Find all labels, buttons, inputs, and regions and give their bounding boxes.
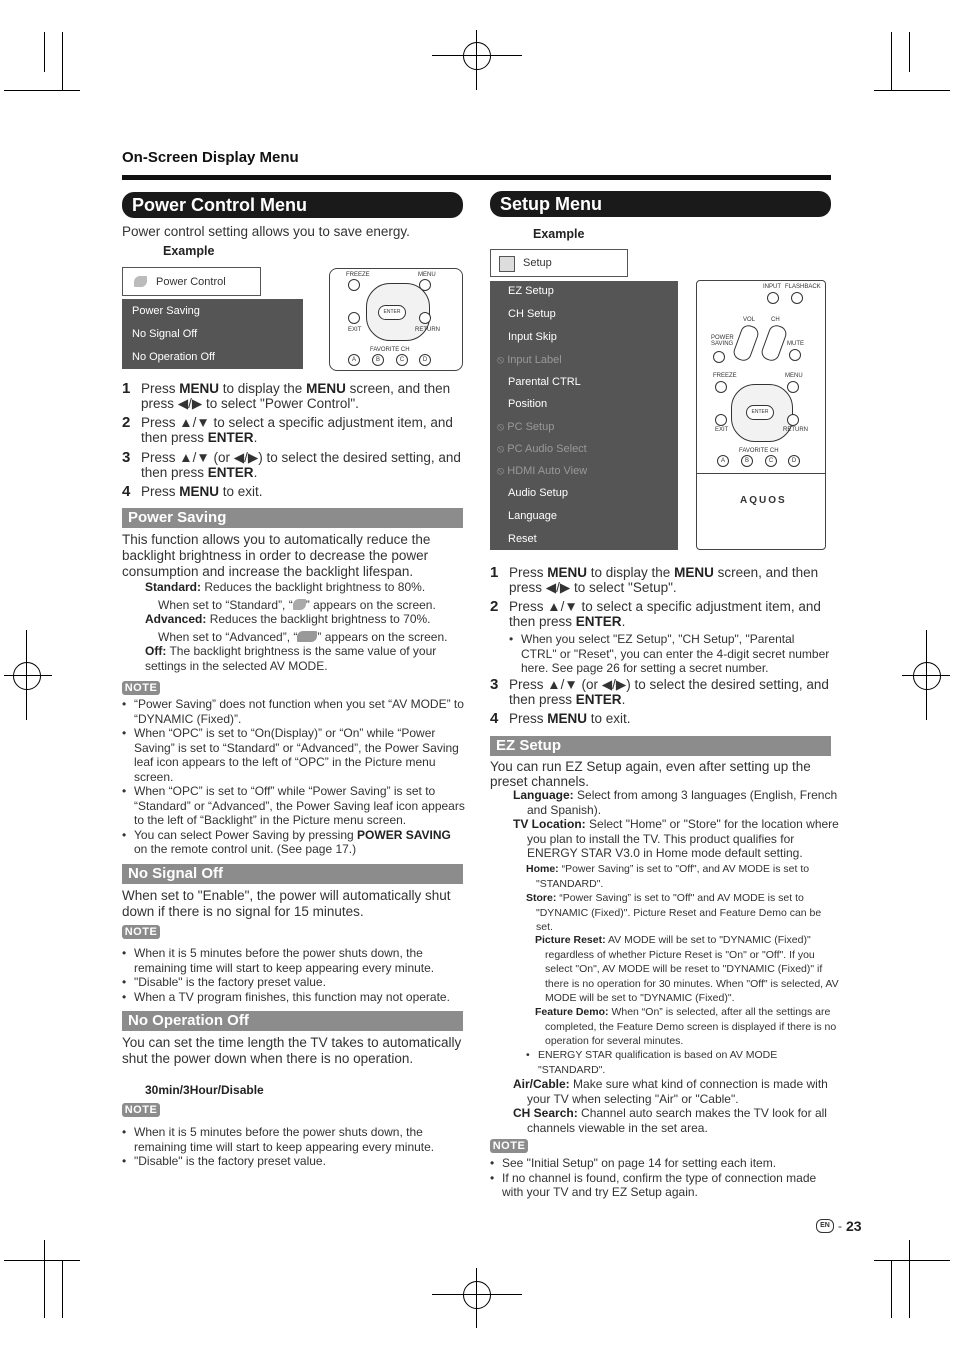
osd-menu-item: Audio Setup [508, 487, 568, 499]
c-button-icon: C [396, 354, 408, 366]
step2-bullets [509, 632, 831, 676]
c-button-icon: C [765, 455, 777, 467]
disabled-icon: ⦸ [497, 421, 505, 433]
note-item: • "Disable" is the factory preset value. [122, 1154, 466, 1169]
option-label: Language: [513, 788, 574, 802]
osd-menu-item-disabled [497, 421, 554, 434]
brand-logo: AQUOS [740, 495, 787, 506]
a-button-icon: A [717, 455, 729, 467]
note-text: When set to “Standard”, “ [158, 598, 293, 612]
osd-menu-item-disabled [497, 465, 587, 478]
step-text: Press ▲/▼ to select a specific adjustment item, and then press ENTER. [509, 599, 821, 629]
osd-menu-item-label: PC Setup [507, 421, 555, 433]
volume-rocker-icon [731, 323, 760, 363]
remote-label: FLASHBACK [785, 284, 821, 290]
remote-label: INPUT [763, 284, 781, 290]
leaf-icon [134, 276, 147, 287]
language-badge: EN [816, 1219, 834, 1233]
advanced-note [158, 630, 468, 645]
option-text: “Power Saving” is set to "Off" and AV MODE is set to "DYNAMIC (Fixed)". Picture Reset and Feature Demo can be set. [536, 892, 822, 933]
a-button-icon: A [348, 354, 360, 366]
osd-menu-item: CH Setup [508, 308, 556, 320]
option-text: Select "Home" or "Store" for the location where you plan to install the TV. This product qualifies for ENERGY STAR V3.0 in Home mode default setting. [527, 817, 839, 860]
note-text: When set to “Advanced”, “ [158, 630, 298, 644]
osd-menu-item: Position [508, 398, 548, 410]
input-button-icon [767, 292, 779, 304]
option-text: “Power Saving” is set to "Off", and AV MODE is set to "STANDARD". [536, 863, 810, 890]
option-text: AV MODE will be set to "DYNAMIC (Fixed)" regardless of whether Picture Reset is "On" or "Off". If you select "On", AV MODE will be reset to "DYNAMIC (Fixed)" if there is no operation for 30 minutes. When "Off" is selected, AV MODE will be set to "DYNAMIC (Fixed)". [545, 934, 839, 1004]
remote-label: VOL [743, 317, 756, 323]
exit-button-icon [348, 312, 360, 324]
step-text: Press MENU to display the MENU screen, and then press ◀/▶ to select "Setup". [509, 565, 819, 595]
remote-label: MENU [785, 373, 803, 379]
store-option [526, 891, 841, 935]
step-text: Press ▲/▼ (or ◀/▶) to select the desired setting, and then press ENTER. [141, 450, 461, 480]
return-button-icon [419, 312, 431, 324]
step-number: 3 [122, 449, 131, 466]
power-saving-notes [122, 697, 466, 857]
option-label: Advanced: [145, 612, 207, 626]
remote-label: EXIT [715, 427, 729, 433]
option-text: Select from among 3 languages (English, French and Spanish). [527, 788, 838, 817]
no-operation-desc: You can set the time length the TV takes to automatically shut the power down when there is no operation. [122, 1035, 462, 1066]
note-badge: NOTE [122, 925, 160, 939]
note-item: • If no channel is found, confirm the type of connection made with your TV and try EZ Setup again. [490, 1171, 834, 1200]
remote-label: FREEZE [713, 373, 737, 379]
option-label: Off: [145, 644, 167, 658]
step-number: 1 [490, 564, 499, 581]
step-text: Press MENU to display the MENU screen, and then press ◀/▶ to select "Power Control". [141, 381, 451, 411]
osd-menu-item-disabled [497, 354, 562, 367]
picture-reset-option [535, 933, 839, 1006]
exit-button-icon [715, 414, 727, 426]
step-text: Press ▲/▼ to select a specific adjustment item, and then press ENTER. [141, 415, 453, 445]
remote-illustration [329, 268, 463, 371]
freeze-button-icon [715, 381, 727, 393]
power-control-intro: Power control setting allows you to save energy. [122, 224, 410, 239]
standard-note [158, 598, 468, 613]
remote-label: MENU [418, 272, 436, 278]
osd-menu-list [122, 299, 303, 369]
option-text: Channel auto search makes the TV look for all channels viewable in the set area. [527, 1106, 827, 1135]
step [122, 485, 466, 500]
step [490, 600, 835, 629]
example-label: Example [163, 244, 215, 258]
option-text: Reduces the backlight brightness to 70%. [209, 612, 431, 626]
leaf-icon [293, 599, 306, 610]
note-item: • See "Initial Setup" on page 14 for setting each item. [490, 1156, 834, 1171]
remote-divider [697, 473, 826, 474]
note-badge: NOTE [122, 681, 160, 695]
double-leaf-icon [297, 631, 317, 642]
no-operation-heading: No Operation Off [122, 1011, 463, 1031]
remote-label: FAVORITE CH [739, 448, 779, 454]
step-number: 3 [490, 676, 499, 693]
option-label: CH Search: [513, 1106, 578, 1120]
note-badge: NOTE [490, 1139, 528, 1153]
remote-label: FREEZE [346, 272, 370, 278]
power-saving-button-icon [713, 351, 725, 363]
header-rule [122, 175, 831, 180]
step [122, 382, 466, 411]
no-signal-desc: When set to "Enable", the power will automatically shut down if there is no signal for 15 minutes. [122, 888, 451, 919]
remote-label: FAVORITE CH [370, 347, 410, 353]
b-button-icon: B [741, 455, 753, 467]
osd-menu-item: Language [508, 510, 557, 522]
option-label: Standard: [145, 580, 202, 594]
step-number: 2 [122, 414, 131, 431]
advanced-option [145, 612, 465, 627]
remote-label: RETURN [415, 327, 440, 333]
no-operation-options: 30min/3Hour/Disable [145, 1083, 264, 1097]
step-text: Press MENU to exit. [141, 484, 263, 499]
osd-menu-item: Power Saving [132, 305, 200, 317]
step [122, 451, 466, 480]
d-button-icon: D [419, 354, 431, 366]
osd-menu-header [122, 267, 261, 296]
remote-illustration [696, 280, 826, 550]
remote-label: EXIT [348, 327, 362, 333]
option-text: The backlight brightness is the same value of your settings in the selected AV MODE. [145, 644, 437, 673]
osd-menu-title: Power Control [156, 276, 226, 288]
step-number: 2 [490, 598, 499, 615]
option-label: Store: [526, 892, 557, 904]
osd-menu-item-label: HDMI Auto View [507, 465, 588, 477]
freeze-button-icon [348, 279, 360, 291]
osd-menu-list [490, 281, 678, 550]
ez-setup-desc: You can run EZ Setup again, even after setting up the preset channels. [490, 759, 811, 789]
osd-menu-item-label: PC Audio Select [507, 443, 587, 455]
power-saving-desc: This function allows you to automatically reduce the backlight brightness in order to decrease the power consumption and increase the backlight lifespan. [122, 532, 431, 579]
ez-setup-notes [490, 1156, 834, 1200]
off-option [145, 644, 465, 673]
enter-button-icon: ENTER [378, 305, 406, 320]
tv-location-option [513, 817, 845, 861]
d-button-icon: D [788, 455, 800, 467]
option-label: Picture Reset: [535, 934, 606, 946]
option-text: Make sure what kind of connection is made with your TV when selecting "Air" or "Cable". [527, 1077, 828, 1106]
note-item: • When “OPC” is set to “Off” while “Power Saving” is set to “Standard” or “Advanced”, the Power Saving leaf icon appears to the left of “Backlight” in the Picture menu screen. [122, 784, 466, 828]
b-button-icon: B [372, 354, 384, 366]
step-number: 4 [122, 483, 131, 500]
flashback-button-icon [791, 292, 803, 304]
remote-label: POWER SAVING [711, 335, 734, 347]
osd-menu-item: Parental CTRL [508, 376, 581, 388]
ch-search-option [513, 1106, 845, 1135]
step [122, 416, 466, 445]
mute-button-icon [789, 349, 801, 361]
note-item: • “Power Saving” does not function when you set “AV MODE” to “DYNAMIC (Fixed)”. [122, 697, 466, 726]
option-label: TV Location: [513, 817, 586, 831]
step [490, 712, 835, 727]
language-option [513, 788, 845, 817]
option-text: Reduces the backlight brightness to 80%. [204, 580, 426, 594]
remote-label: MUTE [787, 341, 804, 347]
note-item: • "Disable" is the factory preset value. [122, 975, 466, 990]
osd-menu-item-label: Input Label [507, 354, 562, 366]
note-item: • When you select "EZ Setup", "CH Setup", "Parental CTRL" or "Reset", you can enter the 4-digit secret number here. See page 26 for setting a secret number. [509, 632, 831, 676]
option-text: When “On” is selected, after all the settings are completed, the Feature Demo screen is displayed if there is no operation for several minutes. [545, 1006, 837, 1047]
no-signal-heading: No Signal Off [122, 864, 463, 884]
section-heading: On-Screen Display Menu [122, 149, 299, 166]
osd-menu-item: No Operation Off [132, 351, 215, 363]
note-text: ” appears on the screen. [317, 630, 448, 644]
setup-icon [499, 256, 515, 272]
power-control-title: Power Control Menu [122, 192, 463, 218]
home-option [526, 862, 841, 891]
note-text: ” appears on the screen. [305, 598, 436, 612]
osd-menu-item: No Signal Off [132, 328, 198, 340]
disabled-icon: ⦸ [497, 354, 505, 366]
step-text: Press ▲/▼ (or ◀/▶) to select the desired setting, and then press ENTER. [509, 677, 829, 707]
option-label: Home: [526, 863, 559, 875]
remote-label: RETURN [783, 427, 808, 433]
note-item: • When “OPC” is set to “On(Display)” or “On” while “Power Saving” is set to “Standard” or “Advanced”, the Power Saving leaf icon appears to the left of “OPC” in the Picture menu screen. [122, 726, 466, 784]
osd-menu-title: Setup [523, 257, 552, 269]
step-text: Press MENU to exit. [509, 711, 631, 726]
ez-setup-heading: EZ Setup [490, 736, 831, 756]
enter-button-icon: ENTER [746, 405, 774, 420]
channel-rocker-icon [759, 323, 788, 363]
setup-menu-title: Setup Menu [490, 191, 831, 217]
no-signal-notes [122, 946, 466, 1004]
note-badge: NOTE [122, 1103, 160, 1117]
remote-label: CH [771, 317, 780, 323]
osd-menu-header [490, 249, 628, 277]
air-cable-option [513, 1077, 845, 1106]
option-label: Air/Cable: [513, 1077, 570, 1091]
step-number: 1 [122, 380, 131, 397]
osd-menu-item: Input Skip [508, 331, 557, 343]
example-label: Example [533, 227, 585, 241]
osd-menu-item-disabled [497, 443, 587, 456]
step [490, 678, 835, 707]
standard-option [145, 580, 465, 595]
power-saving-heading: Power Saving [122, 508, 463, 528]
feature-demo-option [535, 1005, 839, 1049]
page-footer [816, 1218, 862, 1234]
note-item: • You can select Power Saving by pressing POWER SAVING on the remote control unit. (See page 17.) [122, 828, 466, 857]
page-separator: - [838, 1219, 842, 1233]
no-operation-notes [122, 1125, 466, 1169]
note-item: • ENERGY STAR qualification is based on AV MODE "STANDARD". [526, 1048, 826, 1077]
osd-menu-item: EZ Setup [508, 285, 554, 297]
option-label: Feature Demo: [535, 1006, 609, 1018]
disabled-icon: ⦸ [497, 443, 505, 455]
return-button-icon [787, 414, 799, 426]
note-item: • When it is 5 minutes before the power shuts down, the remaining time will start to keep appearing every minute. [122, 1125, 466, 1154]
note-item: • When a TV program finishes, this function may not operate. [122, 990, 466, 1005]
step [490, 566, 835, 595]
step-number: 4 [490, 710, 499, 727]
note-item: • When it is 5 minutes before the power shuts down, the remaining time will start to keep appearing every minute. [122, 946, 466, 975]
menu-button-icon [787, 381, 799, 393]
disabled-icon: ⦸ [497, 465, 505, 477]
page-number: 23 [846, 1218, 862, 1234]
osd-menu-item: Reset [508, 533, 537, 545]
energy-star-bullets [526, 1048, 826, 1077]
